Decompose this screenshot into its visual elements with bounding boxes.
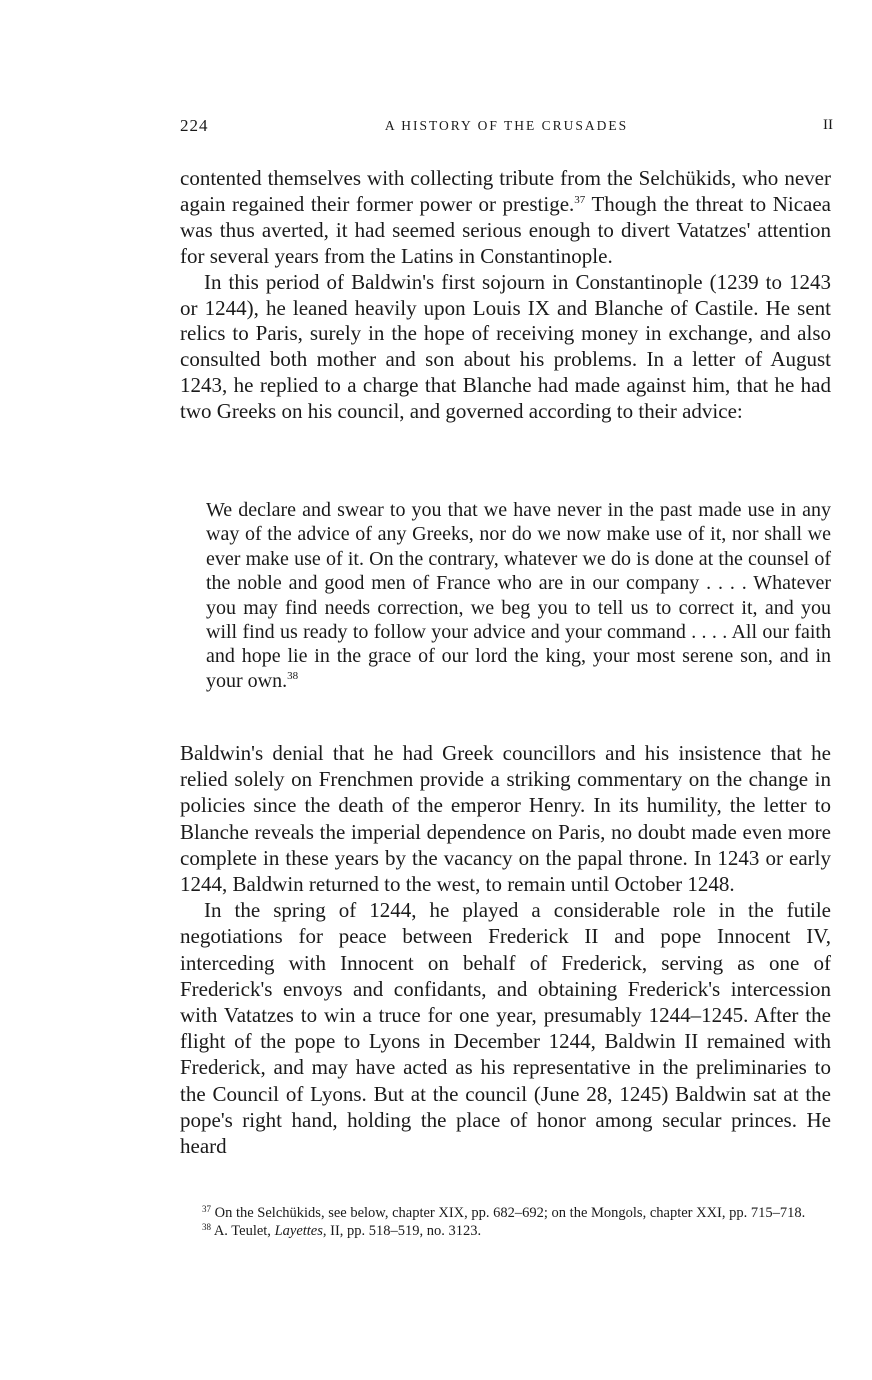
footnote-text: On the Selchükids, see below, chapter XIX, pp. 682–692; on the Mongols, chapter XXI, pp. 715–718. bbox=[211, 1205, 806, 1221]
paragraph-text: Though the threat to Nicaea was thus averted, it had seemed serious enough to divert Vatatzes' attention for several years from the Latins in Constantinople. bbox=[180, 191, 831, 268]
paragraph: In the spring of 1244, he played a considerable role in the futile negotiations for peace between Frederick II and pope Innocent IV, interceding with Innocent on behalf of Frederick, serving as one of Frederick's envoys and confidants, and obtaining Frederick's intercession with Vatatzes to win a truce for one year, presumably 1244–1245. After the flight of the pope to Lyons in December 1244, Baldwin II remained with Frederick, and may have acted as his representative in the preliminaries to the Council of Lyons. But at the council (June 28, 1245) Baldwin sat at the pope's right hand, holding the place of honor among secular princes. He heard bbox=[180, 898, 831, 1159]
running-title: A HISTORY OF THE CRUSADES bbox=[384, 118, 629, 133]
body-text-lower bbox=[180, 740, 831, 1159]
paragraph: In this period of Baldwin's first sojourn in Constantinople (1239 to 1243 or 1244), he leaned heavily upon Louis IX and Blanche of Castile. He sent relics to Paris, surely in the hope of receiving money in exchange, and also consulted both mother and son about his problems. In a letter of August 1243, he replied to a charge that Blanche had made against him, that he had two Greeks on his council, and governed according to their advice: bbox=[180, 269, 831, 424]
quote-paragraph bbox=[206, 498, 831, 693]
page-number: 224 bbox=[180, 116, 209, 135]
paragraph-text: contented themselves with collecting tribute from the Selchükids, who never again regained their former power or prestige. bbox=[180, 166, 831, 216]
footnote-38 bbox=[180, 1222, 831, 1240]
footnote-title: Layettes bbox=[274, 1223, 323, 1239]
quote-text: We declare and swear to you that we have never in the past made use in any way of the advice of any Greeks, nor do we now make use of it, nor shall we ever make use of it. On the contrary, whatever we do is done at the counsel of the noble and good men of France who are in our company . . . . Whatever you may find needs correction, we beg you to tell us to correct it, and you will find us ready to follow your advice and your command . . . . All our faith and hope lie in the grace of our lord the king, your most serene son, and in your own. bbox=[206, 499, 831, 692]
paragraph bbox=[180, 166, 831, 270]
footnote-ref: 38 bbox=[287, 669, 299, 682]
footnote-37 bbox=[180, 1204, 831, 1222]
paragraph: Baldwin's denial that he had Greek councillors and his insistence that he relied solely on Frenchmen provide a striking commentary on the change in policies since the death of the emperor Henry. In its humility, the letter to Blanche reveals the imperial dependence on Paris, no doubt made even more complete in these years by the vacancy on the papal throne. In 1243 or early 1244, Baldwin returned to the west, to remain until October 1248. bbox=[180, 741, 831, 897]
body-text-upper bbox=[180, 166, 831, 425]
footnote-ref: 37 bbox=[574, 193, 586, 206]
footnote-mark: 37 bbox=[202, 1204, 211, 1214]
footnote-text: A. Teulet, bbox=[211, 1223, 275, 1239]
footnote-text: , II, pp. 518–519, no. 3123. bbox=[322, 1223, 482, 1239]
footnote-mark: 38 bbox=[202, 1222, 211, 1232]
footnotes bbox=[180, 1204, 831, 1240]
block-quote bbox=[206, 498, 831, 693]
running-header bbox=[180, 116, 833, 140]
volume-number: II bbox=[823, 117, 833, 133]
